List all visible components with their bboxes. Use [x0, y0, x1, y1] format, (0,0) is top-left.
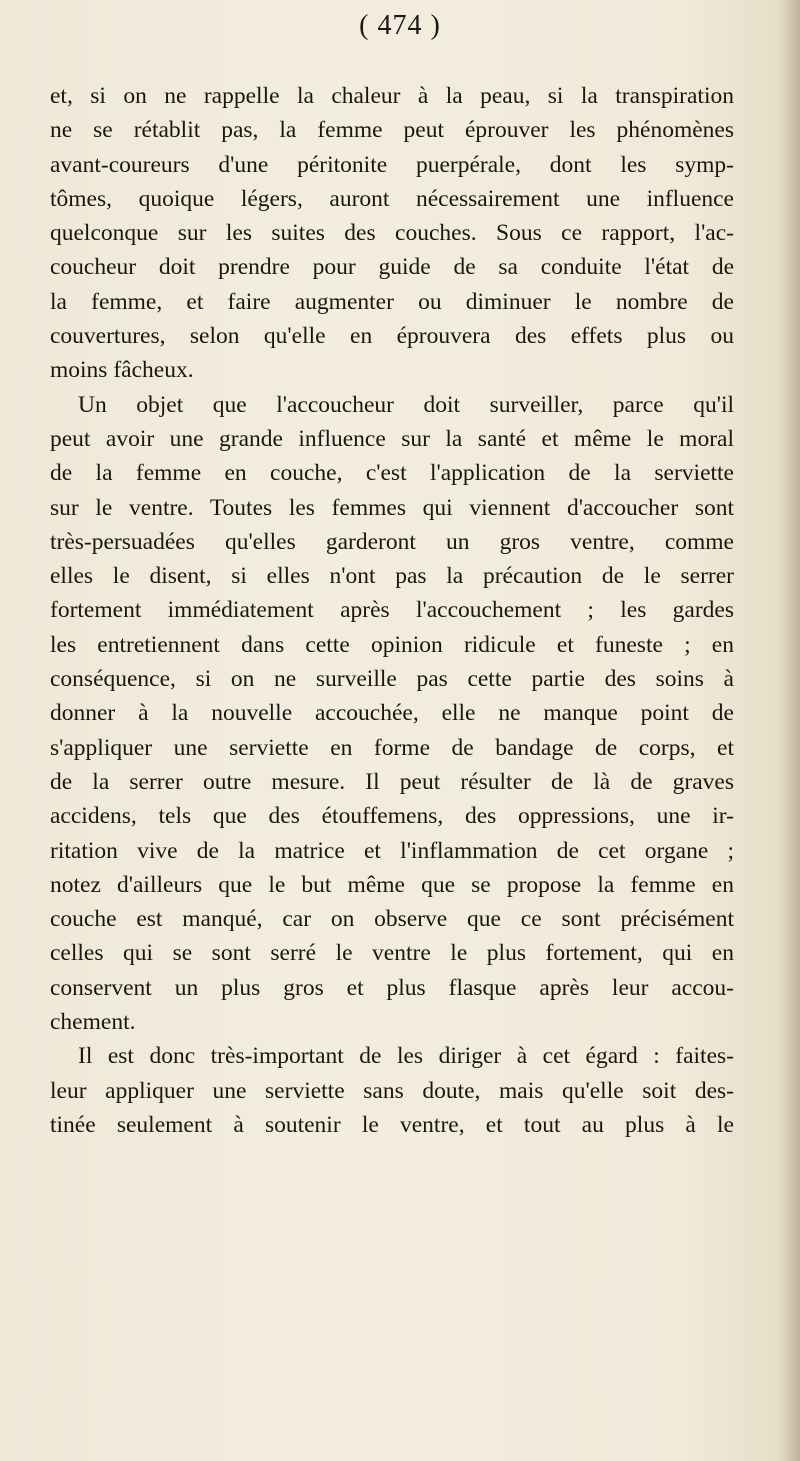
- text-line: de la femme en couche, c'est l'application de la serviette: [50, 460, 734, 487]
- text-line: Un objet que l'accoucheur doit surveiller, parce qu'il: [78, 391, 734, 418]
- text-line: conséquence, si on ne surveille pas cette partie des soins à: [50, 666, 734, 693]
- text-line: celles qui se sont serré le ventre le plus fortement, qui en: [50, 940, 734, 967]
- text-line: conservent un plus gros et plus flasque après leur accou-: [50, 974, 734, 1001]
- text-line: accidens, tels que des étouffemens, des oppressions, une ir-: [50, 803, 734, 830]
- page-number: ( 474 ): [359, 10, 441, 41]
- text-line: tinée seulement à soutenir le ventre, et tout au plus à le: [50, 1111, 734, 1138]
- text-line: coucheur doit prendre pour guide de sa conduite l'état de: [50, 254, 734, 281]
- text-line: couche est manqué, car on observe que ce sont précisément: [50, 906, 734, 933]
- text-line: Il est donc très-important de les diriger à cet égard : faites-: [78, 1043, 734, 1070]
- text-line: la femme, et faire augmenter ou diminuer le nombre de: [50, 288, 734, 315]
- text-line: avant-coureurs d'une péritonite puerpérale, dont les symp-: [50, 151, 734, 178]
- text-line: de la serrer outre mesure. Il peut résulter de là de graves: [50, 768, 734, 795]
- body-text: [50, 79, 734, 1142]
- page-edge-shadow: [778, 0, 800, 1461]
- text-line: elles le disent, si elles n'ont pas la précaution de le serrer: [50, 563, 734, 590]
- text-line: moins fâcheux.: [50, 357, 194, 384]
- text-line: ne se rétablit pas, la femme peut éprouver les phénomènes: [50, 117, 734, 144]
- text-line: très-persuadées qu'elles garderont un gros ventre, comme: [50, 528, 734, 555]
- text-line: fortement immédiatement après l'accouchement ; les gardes: [50, 597, 734, 624]
- text-line: sur le ventre. Toutes les femmes qui viennent d'accoucher sont: [50, 494, 734, 521]
- text-line: tômes, quoique légers, auront nécessairement une influence: [50, 185, 734, 212]
- text-line: notez d'ailleurs que le but même que se propose la femme en: [50, 871, 734, 898]
- text-line: couvertures, selon qu'elle en éprouvera des effets plus ou: [50, 323, 734, 350]
- text-line: les entretiennent dans cette opinion ridicule et funeste ; en: [50, 631, 734, 658]
- text-line: donner à la nouvelle accouchée, elle ne manque point de: [50, 700, 734, 727]
- text-line: et, si on ne rappelle la chaleur à la peau, si la transpiration: [50, 83, 734, 109]
- text-line: ritation vive de la matrice et l'inflammation de cet organe ;: [50, 837, 734, 864]
- text-line: leur appliquer une serviette sans doute, mais qu'elle soit des-: [50, 1077, 734, 1104]
- text-line: s'appliquer une serviette en forme de bandage de corps, et: [50, 734, 734, 761]
- text-line: quelconque sur les suites des couches. Sous ce rapport, l'ac-: [50, 220, 734, 247]
- text-line: peut avoir une grande influence sur la santé et même le moral: [50, 425, 734, 452]
- text-line: chement.: [50, 1009, 136, 1036]
